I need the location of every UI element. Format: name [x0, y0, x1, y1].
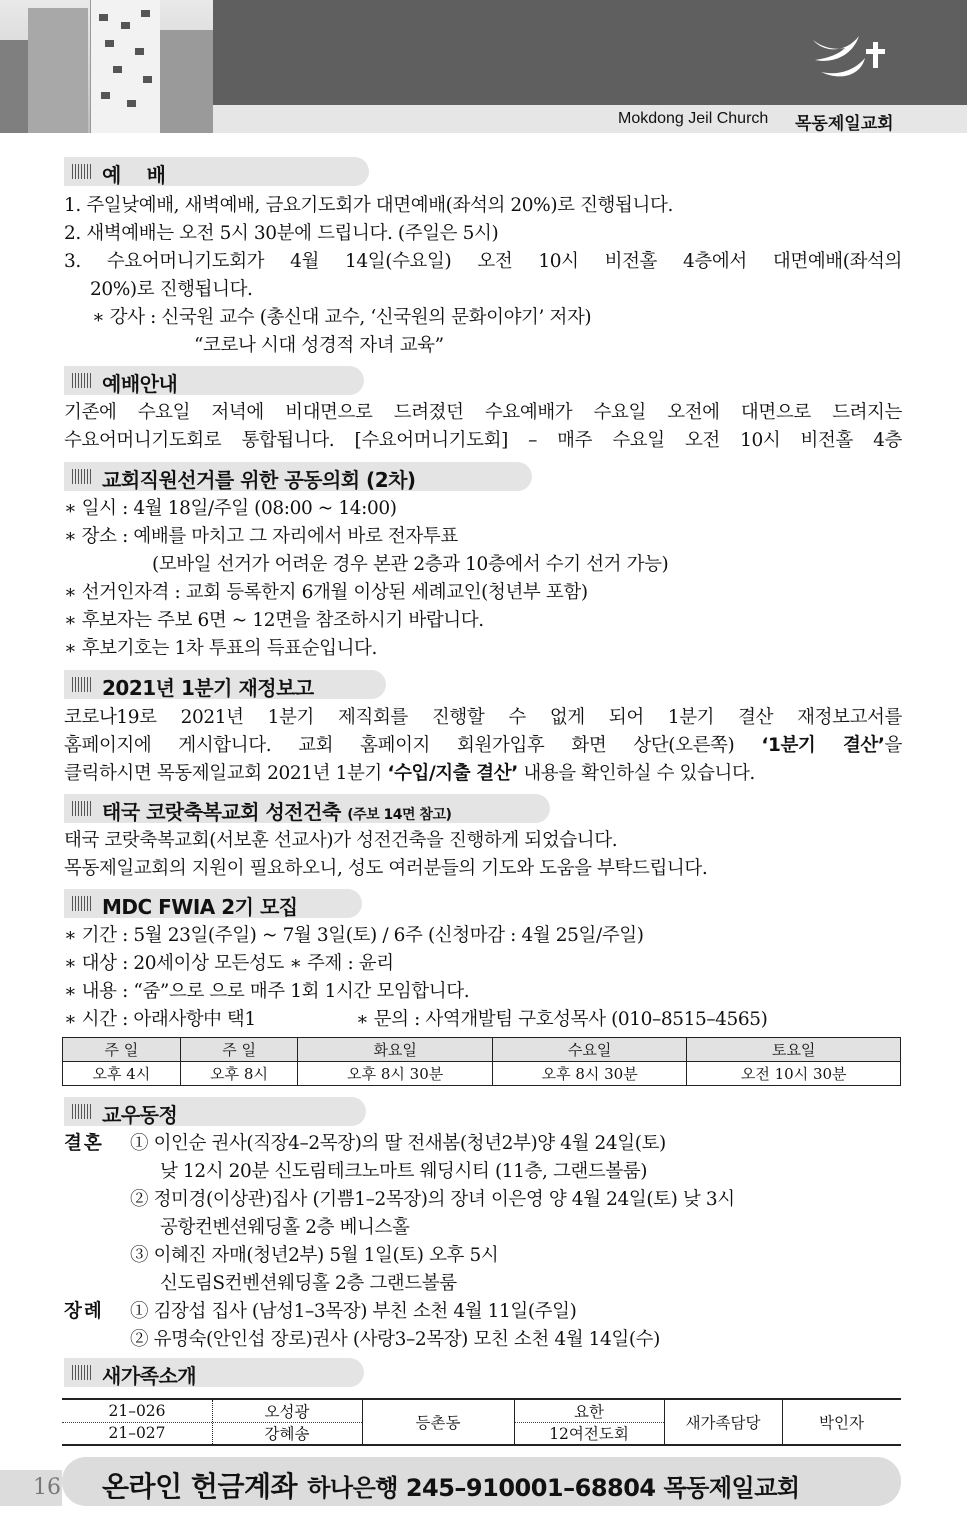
- section-title: 교회직원선거를 위한 공동의회 (2차): [102, 468, 416, 492]
- newfamily-manager-label: 새가족담당: [685, 1414, 761, 1432]
- table-header-cell: 토요일: [687, 1038, 901, 1062]
- news-line-7: ① 김장섭 집사 (남성1–3목장) 부친 소천 4월 11일(주일): [130, 1301, 577, 1322]
- newfamily-id: 21–027: [108, 1424, 166, 1442]
- table-row: [63, 1062, 901, 1086]
- mdc-period: ∗ 기간 : 5월 23일(주일) ~ 7월 3일(토) / 6주 (신청마감 : 4월 25일/주일): [64, 925, 644, 946]
- finance-emphasis-2: ‘수입/지출 결산’: [387, 763, 518, 784]
- newfamily-id: 21–026: [108, 1402, 166, 1420]
- table-cell: 오후 4시: [63, 1062, 181, 1086]
- section-title: MDC FWIA 2기 모집: [102, 895, 298, 919]
- section-worship-header: [64, 157, 369, 186]
- funeral-label: 장례: [64, 1301, 104, 1322]
- election-line-6: ∗ 후보기호는 1차 투표의 득표순입니다.: [64, 638, 378, 659]
- worship-line-2: 2. 새벽예배는 오전 5시 30분에 드립니다. (주일은 5시): [64, 223, 499, 244]
- newfamily-group: 12여전도회: [549, 1425, 629, 1443]
- bars-icon: [72, 801, 92, 816]
- mdc-schedule-table: [62, 1037, 901, 1086]
- thailand-line-1: 태국 코랏축복교회(서보훈 선교사)가 성전건축을 진행하게 되었습니다.: [64, 830, 618, 851]
- mdc-content: ∗ 내용 : “줌”으로 으로 매주 1회 1시간 모임합니다.: [64, 981, 470, 1002]
- guide-line-1: 기존에 수요일 저녁에 비대면으로 드려졌던 수요예배가 수요일 오전에 대면으로 드려지는: [64, 402, 902, 423]
- table-header-cell: 주 일: [180, 1038, 298, 1062]
- worship-topic: “코로나 시대 성경적 자녀 교육”: [194, 335, 444, 356]
- page-header: [0, 0, 967, 133]
- thailand-line-2: 목동제일교회의 지원이 필요하오니, 성도 여러분들의 기도와 도움을 부탁드립니다.: [64, 858, 708, 879]
- worship-line-3: 3. 수요어머니기도회가 4월 14일(수요일) 오전 10시 비전홀 4층에서 대면예배(좌석의: [64, 251, 902, 272]
- finance-line-2: 홈페이지에 게시합니다. 교회 홈페이지 회원가입후 화면 상단(오른쪽) ‘1분기 결산’을: [64, 735, 903, 756]
- bars-icon: [72, 1104, 92, 1119]
- section-election-header: [64, 462, 532, 491]
- election-line-3: (모바일 선거가 어려운 경우 본관 2층과 10층에서 수기 선거 가능): [152, 554, 669, 575]
- table-row: [63, 1038, 901, 1062]
- table-header-cell: 수요일: [492, 1038, 686, 1062]
- news-line-3: ② 정미경(이상관)집사 (기쁨1–2목장)의 장녀 이은영 양 4월 24일(토) 낮 3시: [130, 1189, 735, 1210]
- finance-line-1: 코로나19로 2021년 1분기 제직회를 진행할 수 없게 되어 1분기 결산 재정보고서를: [64, 707, 902, 728]
- election-line-2: ∗ 장소 : 예배를 마치고 그 자리에서 바로 전자투표: [64, 526, 458, 547]
- news-line-8: ② 유명숙(안인섭 장로)권사 (사랑3–2목장) 모친 소천 4월 14일(수): [130, 1329, 660, 1350]
- section-title: 새가족소개: [102, 1364, 197, 1388]
- newfamily-manager-name: 박인자: [819, 1414, 864, 1432]
- newfamily-name: 강혜송: [264, 1425, 310, 1443]
- offering-label: 온라인 헌금계좌: [102, 1470, 298, 1503]
- election-line-4: ∗ 선거인자격 : 교회 등록한지 6개월 이상된 세례교인(청년부 포함): [64, 582, 588, 603]
- news-line-2: 낮 12시 20분 신도림테크노마트 웨딩시티 (11층, 그랜드볼룸): [160, 1161, 648, 1182]
- news-line-6: 신도림S컨벤션웨딩홀 2층 그랜드볼룸: [160, 1273, 457, 1294]
- page-number: 16: [0, 1470, 62, 1506]
- wedding-label: 결혼: [64, 1133, 104, 1154]
- bars-icon: [72, 373, 92, 388]
- section-guide-header: [64, 366, 364, 395]
- finance-emphasis-1: ‘1분기 결산’: [761, 735, 885, 756]
- offering-account: 하나은행 245–910001–68804 목동제일교회: [307, 1474, 800, 1502]
- mdc-target: ∗ 대상 : 20세이상 모든성도 ∗ 주제 : 윤리: [64, 953, 394, 974]
- section-title: 예 배: [102, 163, 166, 187]
- newfamily-group: 요한: [574, 1403, 604, 1421]
- newfamily-name: 오성광: [264, 1403, 310, 1421]
- election-line-5: ∗ 후보자는 주보 6면 ~ 12면을 참조하시기 바랍니다.: [64, 610, 484, 631]
- newfamily-region: 등촌동: [415, 1414, 461, 1432]
- table-header-cell: 화요일: [298, 1038, 492, 1062]
- church-logo-icon: [805, 24, 895, 84]
- church-building-photo: [0, 0, 213, 133]
- bars-icon: [72, 896, 92, 911]
- finance-line-3: 클릭하시면 목동제일교회 2021년 1분기 ‘수입/지출 결산’ 내용을 확인하실 수 있습니다.: [64, 763, 755, 784]
- table-cell: 오전 10시 30분: [687, 1062, 901, 1086]
- offering-account-banner: [62, 1457, 901, 1506]
- section-title: 태국 코랏축복교회 성전건축 (주보 14면 참고): [102, 800, 452, 824]
- church-name-en: Mokdong Jeil Church: [618, 110, 769, 127]
- worship-line-4: 20%)로 진행됩니다.: [90, 279, 253, 300]
- table-cell: 오후 8시: [180, 1062, 298, 1086]
- section-thailand-header: [64, 794, 550, 823]
- worship-line-1: 1. 주일낮예배, 새벽예배, 금요기도회가 대면예배(좌석의 20%)로 진행됩니다.: [64, 195, 673, 216]
- bars-icon: [72, 164, 92, 179]
- section-newfamily-header: [64, 1358, 364, 1387]
- news-line-1: ① 이인순 권사(직장4–2목장)의 딸 전새봄(청년2부)양 4월 24일(토): [130, 1133, 666, 1154]
- worship-speaker: ∗ 강사 : 신국원 교수 (총신대 교수, ‘신국원의 문화이야기’ 저자): [92, 307, 592, 328]
- church-name-ko: 목동제일교회: [795, 114, 894, 133]
- section-title: 2021년 1분기 재정보고: [102, 676, 314, 700]
- bars-icon: [72, 469, 92, 484]
- mdc-contact: ∗ 문의 : 사역개발팀 구호성목사 (010–8515–4565): [356, 1009, 768, 1030]
- section-finance-header: [64, 670, 386, 699]
- guide-line-2: 수요어머니기도회로 통합됩니다. [수요어머니기도회] – 매주 수요일 오전 10시 비전홀 4층: [64, 430, 902, 451]
- section-mdc-header: [64, 889, 362, 918]
- table-header-cell: 주 일: [63, 1038, 181, 1062]
- bars-icon: [72, 1365, 92, 1380]
- news-line-5: ③ 이혜진 자매(청년2부) 5월 1일(토) 오후 5시: [130, 1245, 499, 1266]
- election-line-1: ∗ 일시 : 4월 18일/주일 (08:00 ~ 14:00): [64, 498, 397, 519]
- section-news-header: [64, 1097, 366, 1126]
- newfamily-table: [62, 1398, 901, 1446]
- news-line-4: 공항컨벤션웨딩홀 2층 베니스홀: [160, 1217, 410, 1238]
- mdc-time: ∗ 시간 : 아래사항中 택1: [64, 1009, 256, 1030]
- table-cell: 오후 8시 30분: [492, 1062, 686, 1086]
- section-title: 교우동정: [102, 1103, 178, 1127]
- section-title: 예배안내: [102, 372, 178, 396]
- table-cell: 오후 8시 30분: [298, 1062, 492, 1086]
- offering-account-text: [102, 1465, 800, 1505]
- bars-icon: [72, 677, 92, 692]
- section-title-note: (주보 14면 참고): [347, 807, 452, 823]
